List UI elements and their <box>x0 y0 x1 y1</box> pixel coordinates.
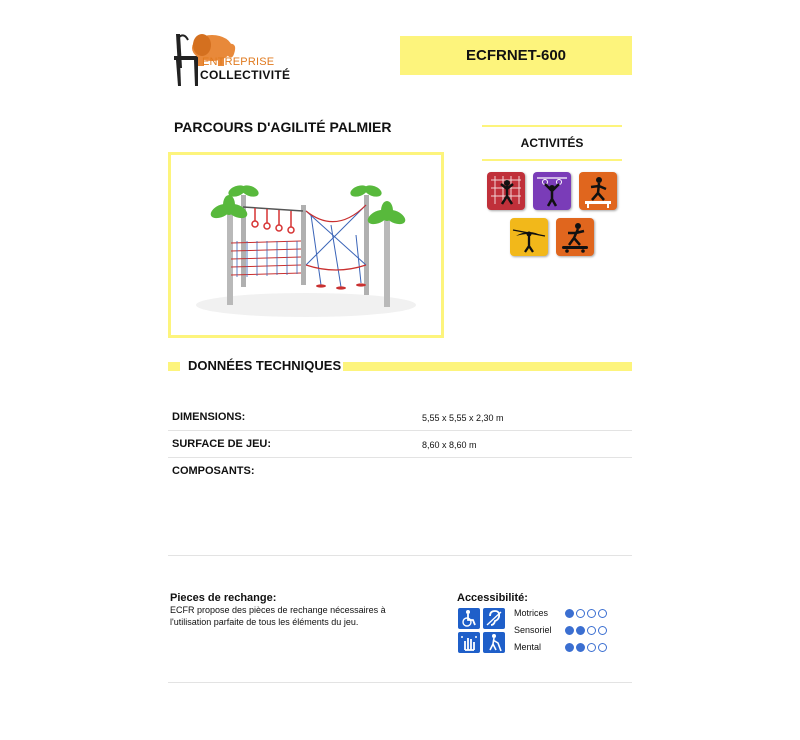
row-label: SURFACE DE JEU: <box>172 438 272 450</box>
tech-title: DONNÉES TECHNIQUES <box>188 358 342 373</box>
row-value: 8,60 x 8,60 m <box>422 440 477 450</box>
wheelchair-icon <box>458 608 480 629</box>
rating-dot-empty <box>587 626 596 635</box>
accessibility-row-label: Mental <box>514 642 542 652</box>
brand-line1: ENTREPRISE <box>202 56 275 68</box>
rating-dot-filled <box>576 626 585 635</box>
section-accent-left <box>168 362 180 371</box>
skateboard-icon <box>556 218 594 256</box>
tech-row-surface <box>168 430 632 458</box>
agility-course-illustration <box>171 155 441 335</box>
row-label: DIMENSIONS: <box>172 411 246 423</box>
rating-dot-filled <box>565 626 574 635</box>
accessibility-title: Accessibilité: <box>457 592 528 604</box>
spare-parts-title: Pieces de rechange: <box>170 592 277 604</box>
accessibility-rating-sensoriel <box>565 626 607 635</box>
brand-line2: COLLECTIVITÉ <box>200 68 291 82</box>
product-reference: ECFRNET-600 <box>400 36 632 75</box>
rating-dot-empty <box>598 643 607 652</box>
section-accent-right <box>343 362 632 371</box>
accessibility-rating-motrices <box>565 609 607 618</box>
tech-row-dimensions <box>168 402 632 431</box>
activities-title: ACTIVITÉS <box>482 125 622 161</box>
row-label: COMPOSANTS: <box>172 465 255 477</box>
flying-fox-icon <box>510 218 548 256</box>
row-value: 5,55 x 5,55 x 2,30 m <box>422 413 504 423</box>
blind-walker-icon <box>483 632 505 653</box>
brand-logo <box>168 28 291 88</box>
rating-dot-filled <box>565 609 574 618</box>
hearing-icon <box>483 608 505 629</box>
rating-dot-filled <box>576 643 585 652</box>
rating-dot-empty <box>587 643 596 652</box>
hanging-rings-icon <box>533 172 571 210</box>
accessibility-rating-mental <box>565 643 607 652</box>
rating-dot-filled <box>565 643 574 652</box>
accessibility-icons <box>458 608 506 654</box>
tech-row-components <box>168 457 632 556</box>
footer-divider <box>168 682 632 683</box>
touch-hand-icon <box>458 632 480 653</box>
rating-dot-empty <box>598 609 607 618</box>
rating-dot-empty <box>598 626 607 635</box>
product-image <box>168 152 444 338</box>
rating-dot-empty <box>576 609 585 618</box>
accessibility-row-label: Sensoriel <box>514 625 552 635</box>
rating-dot-empty <box>587 609 596 618</box>
spare-parts-text: ECFR propose des pièces de rechange nécessaires à l'utilisation parfaite de tous les éléments du jeu. <box>170 605 386 627</box>
product-title: PARCOURS D'AGILITÉ PALMIER <box>174 119 392 135</box>
balance-beam-icon <box>579 172 617 210</box>
accessibility-row-label: Motrices <box>514 608 549 618</box>
climbing-net-icon <box>487 172 525 210</box>
